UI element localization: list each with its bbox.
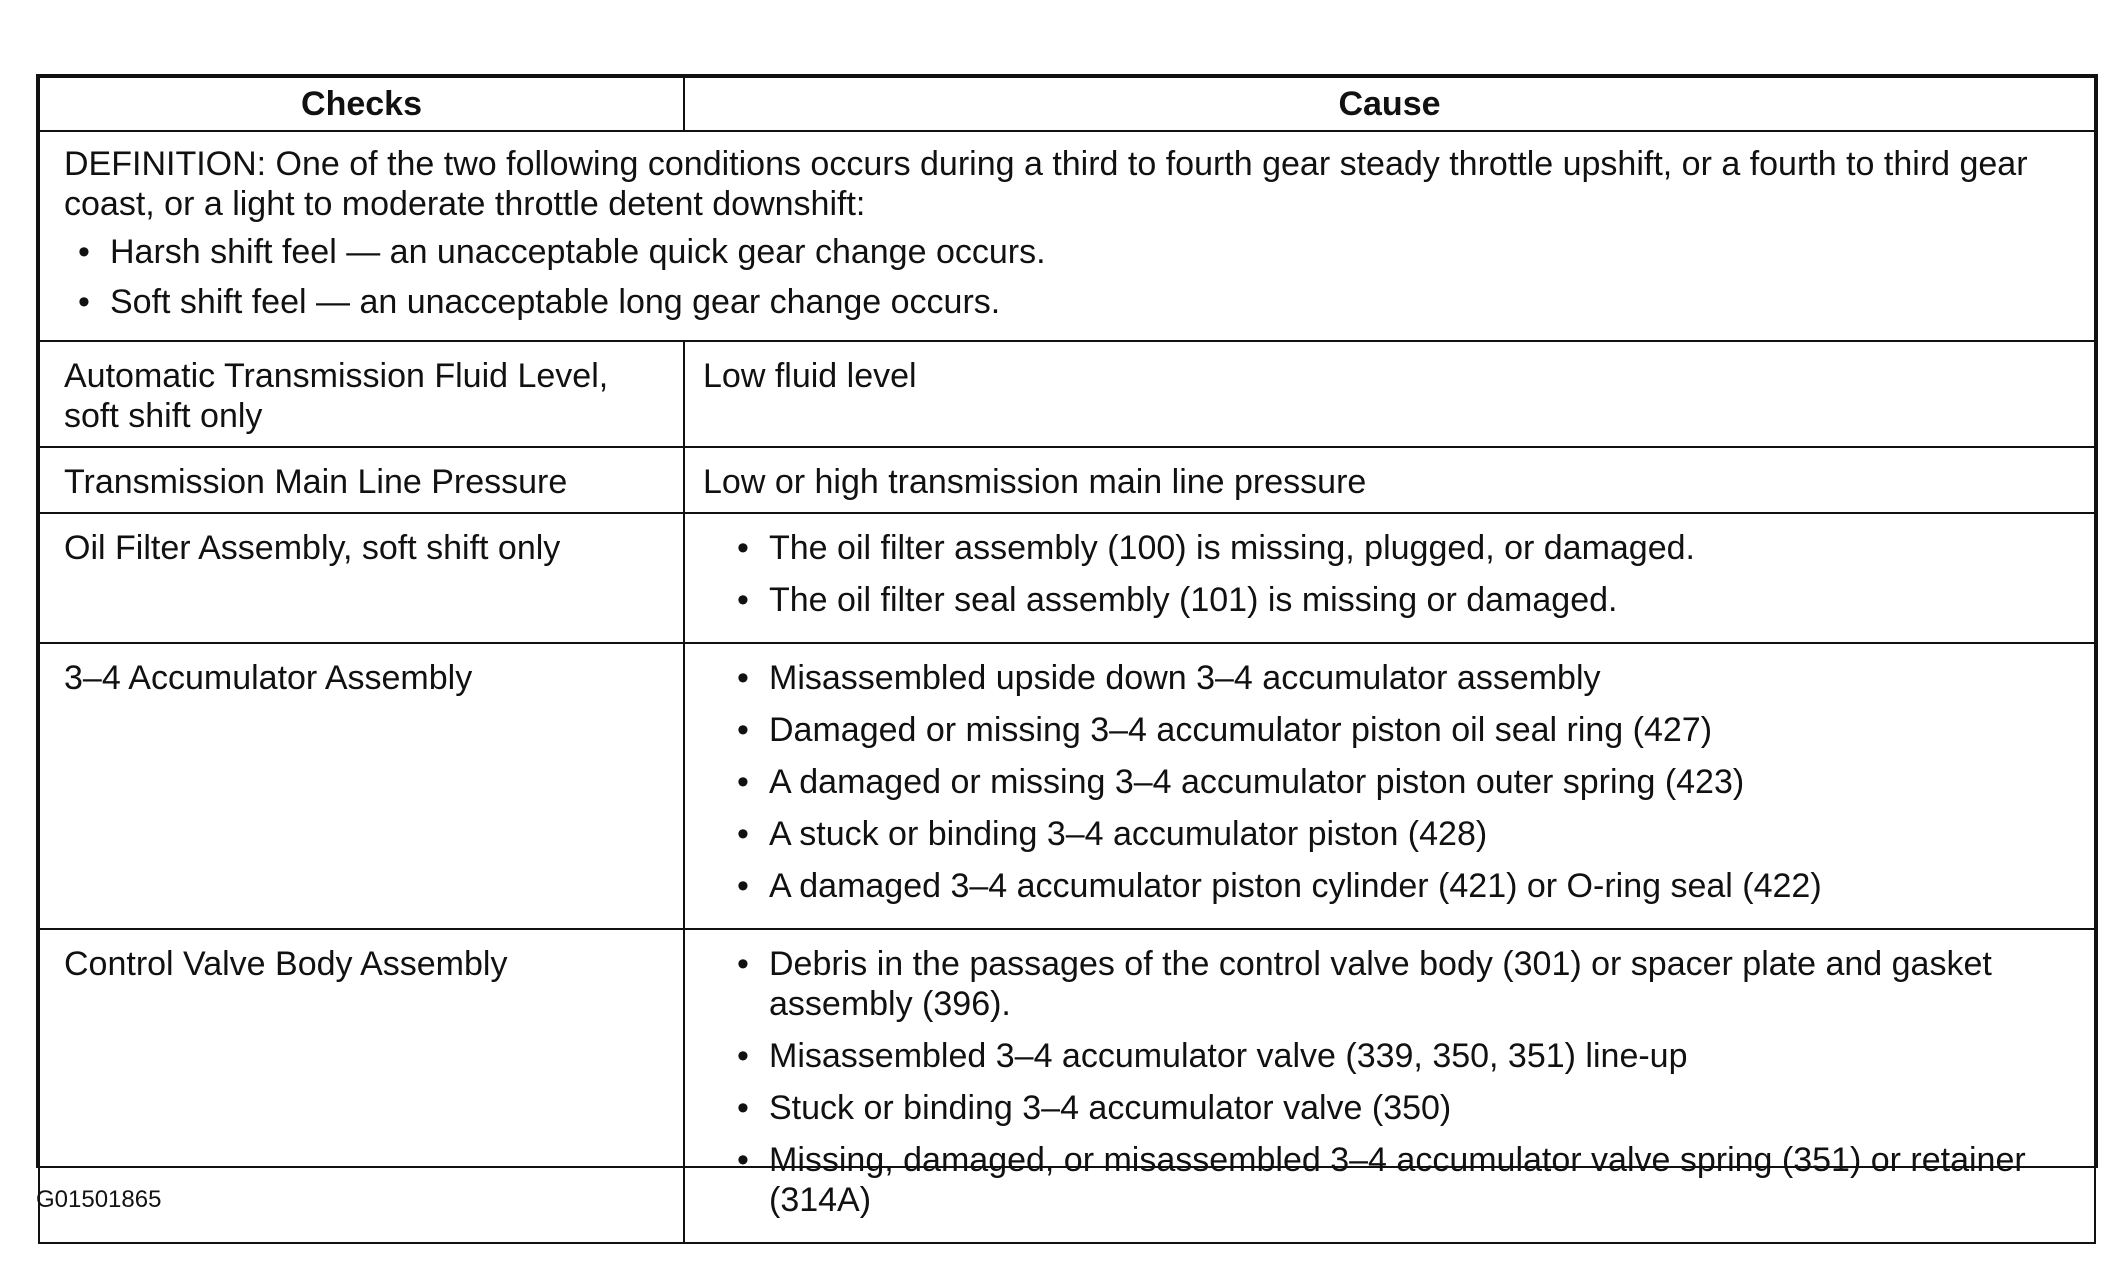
- table-row: [39, 513, 2095, 643]
- table-row: [39, 643, 2095, 929]
- list-item: • Stuck or binding 3–4 accumulator valve (350): [703, 1088, 2074, 1128]
- cause-text: Low or high transmission main line pressure: [703, 463, 1367, 501]
- diagnostic-table: [38, 76, 2096, 1244]
- checks-header: Checks: [39, 77, 684, 131]
- check-fluid-level: Automatic Transmission Fluid Level, soft shift only: [39, 341, 684, 447]
- list-item: • The oil filter assembly (100) is missing, plugged, or damaged.: [703, 528, 2074, 568]
- header-row: [39, 77, 2095, 131]
- check-oil-filter: Oil Filter Assembly, soft shift only: [39, 513, 684, 643]
- table-row: [39, 447, 2095, 513]
- list-item: • Misassembled upside down 3–4 accumulator assembly: [703, 658, 2074, 698]
- check-control-valve-body: Control Valve Body Assembly: [39, 929, 684, 1243]
- table-row: [39, 929, 2095, 1243]
- cause-bullet-list: [703, 528, 2074, 620]
- list-item: • Damaged or missing 3–4 accumulator piston oil seal ring (427): [703, 710, 2074, 750]
- check-main-line-pressure: Transmission Main Line Pressure: [39, 447, 684, 513]
- definition-text: DEFINITION: One of the two following conditions occurs during a third to fourth gear steady throttle upshift, or a fourth to third gear coast, or a light to moderate throttle detent downshift:: [64, 145, 2028, 223]
- cause-bullet-list: [703, 658, 2074, 906]
- cause-cell: [684, 341, 2095, 447]
- list-item: • Missing, damaged, or misassembled 3–4 accumulator valve spring (351) or retainer (314A): [703, 1140, 2074, 1220]
- list-item: • A damaged 3–4 accumulator piston cylinder (421) or O-ring seal (422): [703, 866, 2074, 906]
- cause-header: Cause: [684, 77, 2095, 131]
- list-item: • Misassembled 3–4 accumulator valve (339, 350, 351) line-up: [703, 1036, 2074, 1076]
- definition-row: [39, 131, 2095, 341]
- cause-bullet-list: [703, 944, 2074, 1220]
- list-item: • Debris in the passages of the control valve body (301) or spacer plate and gasket assembly (396).: [703, 944, 2074, 1024]
- table-row: [39, 341, 2095, 447]
- list-item: • A stuck or binding 3–4 accumulator piston (428): [703, 814, 2074, 854]
- cause-text: Low fluid level: [703, 357, 917, 395]
- list-item: • A damaged or missing 3–4 accumulator piston outer spring (423): [703, 762, 2074, 802]
- cause-cell: [684, 929, 2095, 1243]
- list-item: • The oil filter seal assembly (101) is missing or damaged.: [703, 580, 2074, 620]
- definition-cell: [39, 131, 2095, 341]
- cause-cell: [684, 643, 2095, 929]
- figure-id: G01501865: [36, 1186, 162, 1213]
- definition-bullet-list: [64, 232, 2070, 322]
- cause-cell: [684, 447, 2095, 513]
- cause-cell: [684, 513, 2095, 643]
- definition-bullet-harsh: • Harsh shift feel — an unacceptable quick gear change occurs.: [64, 232, 2070, 272]
- check-accumulator-assembly: 3–4 Accumulator Assembly: [39, 643, 684, 929]
- definition-bullet-soft: • Soft shift feel — an unacceptable long gear change occurs.: [64, 282, 2070, 322]
